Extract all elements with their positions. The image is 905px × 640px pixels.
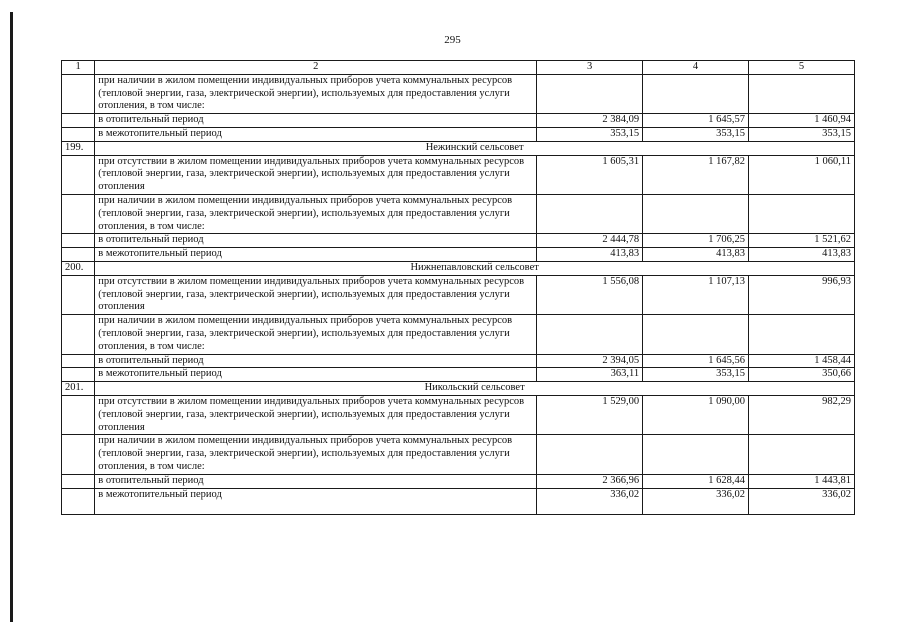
description-cell: в отопительный период bbox=[95, 114, 537, 128]
value-cell-col4: 353,15 bbox=[643, 127, 749, 141]
table-row bbox=[62, 488, 855, 514]
value-cell-col3: 2 394,05 bbox=[537, 354, 643, 368]
table-row bbox=[62, 155, 855, 194]
value-cell-col3: 353,15 bbox=[537, 127, 643, 141]
value-cell-col3 bbox=[537, 435, 643, 474]
row-number-cell bbox=[62, 114, 95, 128]
tariff-table-body bbox=[62, 61, 855, 515]
row-number-cell bbox=[62, 435, 95, 474]
value-cell-col5 bbox=[749, 74, 855, 113]
value-cell-col3 bbox=[537, 315, 643, 354]
table-row bbox=[62, 114, 855, 128]
value-cell-col4: 413,83 bbox=[643, 248, 749, 262]
value-cell-col5: 996,93 bbox=[749, 275, 855, 314]
value-cell-col3: 363,11 bbox=[537, 368, 643, 382]
settlement-header-row bbox=[62, 261, 855, 275]
value-cell-col4 bbox=[643, 315, 749, 354]
value-cell-col5 bbox=[749, 194, 855, 233]
row-number-cell bbox=[62, 368, 95, 382]
value-cell-col5: 1 458,44 bbox=[749, 354, 855, 368]
value-cell-col3: 413,83 bbox=[537, 248, 643, 262]
value-cell-col5: 1 060,11 bbox=[749, 155, 855, 194]
value-cell-col3: 2 444,78 bbox=[537, 234, 643, 248]
settlement-name: Нежинский сельсовет bbox=[95, 141, 855, 155]
value-cell-col4: 1 090,00 bbox=[643, 395, 749, 434]
description-cell: при наличии в жилом помещении индивидуальных приборов учета коммунальных ресурсов (тепловой энергии, газа, электрической энергии), используемых для предоставления услуги отопления, в том числе: bbox=[95, 315, 537, 354]
value-cell-col5: 1 521,62 bbox=[749, 234, 855, 248]
value-cell-col4: 336,02 bbox=[643, 488, 749, 514]
value-cell-col5: 1 443,81 bbox=[749, 474, 855, 488]
value-cell-col3: 2 384,09 bbox=[537, 114, 643, 128]
description-cell: в межотопительный период bbox=[95, 488, 537, 514]
page-number: 295 bbox=[444, 34, 461, 46]
description-cell: при наличии в жилом помещении индивидуальных приборов учета коммунальных ресурсов (тепловой энергии, газа, электрической энергии), используемых для предоставления услуги отопления, в том числе: bbox=[95, 194, 537, 233]
value-cell-col4: 1 645,56 bbox=[643, 354, 749, 368]
description-cell: в отопительный период bbox=[95, 474, 537, 488]
value-cell-col4: 353,15 bbox=[643, 368, 749, 382]
value-cell-col4: 1 107,13 bbox=[643, 275, 749, 314]
row-number: 200. bbox=[62, 261, 95, 275]
row-number-cell bbox=[62, 395, 95, 434]
value-cell-col4: 1 628,44 bbox=[643, 474, 749, 488]
scan-edge-mark bbox=[10, 12, 13, 622]
tariff-table bbox=[61, 60, 855, 515]
column-number-row bbox=[62, 61, 855, 75]
row-number-cell bbox=[62, 354, 95, 368]
row-number-cell bbox=[62, 74, 95, 113]
column-header-5: 5 bbox=[749, 61, 855, 75]
settlement-name: Никольский сельсовет bbox=[95, 382, 855, 396]
value-cell-col5: 336,02 bbox=[749, 488, 855, 514]
description-cell: в отопительный период bbox=[95, 234, 537, 248]
description-cell: при отсутствии в жилом помещении индивидуальных приборов учета коммунальных ресурсов (тепловой энергии, газа, электрической энергии), используемых для предоставления услуги отопления bbox=[95, 395, 537, 434]
value-cell-col3: 336,02 bbox=[537, 488, 643, 514]
table-row bbox=[62, 194, 855, 233]
row-number-cell bbox=[62, 194, 95, 233]
value-cell-col4 bbox=[643, 435, 749, 474]
column-header-2: 2 bbox=[95, 61, 537, 75]
value-cell-col5 bbox=[749, 315, 855, 354]
value-cell-col3: 1 529,00 bbox=[537, 395, 643, 434]
value-cell-col4: 1 167,82 bbox=[643, 155, 749, 194]
table-row bbox=[62, 127, 855, 141]
column-header-3: 3 bbox=[537, 61, 643, 75]
table-row bbox=[62, 74, 855, 113]
row-number: 201. bbox=[62, 382, 95, 396]
settlement-name: Нижнепавловский сельсовет bbox=[95, 261, 855, 275]
value-cell-col5: 353,15 bbox=[749, 127, 855, 141]
table-row bbox=[62, 395, 855, 434]
description-cell: при отсутствии в жилом помещении индивидуальных приборов учета коммунальных ресурсов (тепловой энергии, газа, электрической энергии), используемых для предоставления услуги отопления bbox=[95, 275, 537, 314]
row-number-cell bbox=[62, 275, 95, 314]
settlement-header-row bbox=[62, 141, 855, 155]
description-cell: в межотопительный период bbox=[95, 248, 537, 262]
table-row bbox=[62, 315, 855, 354]
table-row bbox=[62, 275, 855, 314]
value-cell-col4 bbox=[643, 194, 749, 233]
value-cell-col4: 1 645,57 bbox=[643, 114, 749, 128]
table-row bbox=[62, 435, 855, 474]
description-cell: в отопительный период bbox=[95, 354, 537, 368]
table-row bbox=[62, 354, 855, 368]
value-cell-col3: 1 556,08 bbox=[537, 275, 643, 314]
row-number-cell bbox=[62, 488, 95, 514]
value-cell-col3 bbox=[537, 74, 643, 113]
settlement-header-row bbox=[62, 382, 855, 396]
description-cell: при наличии в жилом помещении индивидуальных приборов учета коммунальных ресурсов (тепловой энергии, газа, электрической энергии), используемых для предоставления услуги отопления, в том числе: bbox=[95, 435, 537, 474]
row-number-cell bbox=[62, 155, 95, 194]
description-cell: в межотопительный период bbox=[95, 127, 537, 141]
row-number: 199. bbox=[62, 141, 95, 155]
row-number-cell bbox=[62, 127, 95, 141]
value-cell-col5 bbox=[749, 435, 855, 474]
value-cell-col4 bbox=[643, 74, 749, 113]
value-cell-col5: 413,83 bbox=[749, 248, 855, 262]
description-cell: в межотопительный период bbox=[95, 368, 537, 382]
value-cell-col5: 982,29 bbox=[749, 395, 855, 434]
table-row bbox=[62, 248, 855, 262]
column-header-4: 4 bbox=[643, 61, 749, 75]
column-header-1: 1 bbox=[62, 61, 95, 75]
value-cell-col4: 1 706,25 bbox=[643, 234, 749, 248]
value-cell-col3: 1 605,31 bbox=[537, 155, 643, 194]
description-cell: при наличии в жилом помещении индивидуальных приборов учета коммунальных ресурсов (тепловой энергии, газа, электрической энергии), используемых для предоставления услуги отопления, в том числе: bbox=[95, 74, 537, 113]
row-number-cell bbox=[62, 315, 95, 354]
value-cell-col3: 2 366,96 bbox=[537, 474, 643, 488]
value-cell-col3 bbox=[537, 194, 643, 233]
description-cell: при отсутствии в жилом помещении индивидуальных приборов учета коммунальных ресурсов (тепловой энергии, газа, электрической энергии), используемых для предоставления услуги отопления bbox=[95, 155, 537, 194]
row-number-cell bbox=[62, 234, 95, 248]
table-row bbox=[62, 474, 855, 488]
row-number-cell bbox=[62, 248, 95, 262]
value-cell-col5: 1 460,94 bbox=[749, 114, 855, 128]
table-row bbox=[62, 368, 855, 382]
table-row bbox=[62, 234, 855, 248]
value-cell-col5: 350,66 bbox=[749, 368, 855, 382]
row-number-cell bbox=[62, 474, 95, 488]
